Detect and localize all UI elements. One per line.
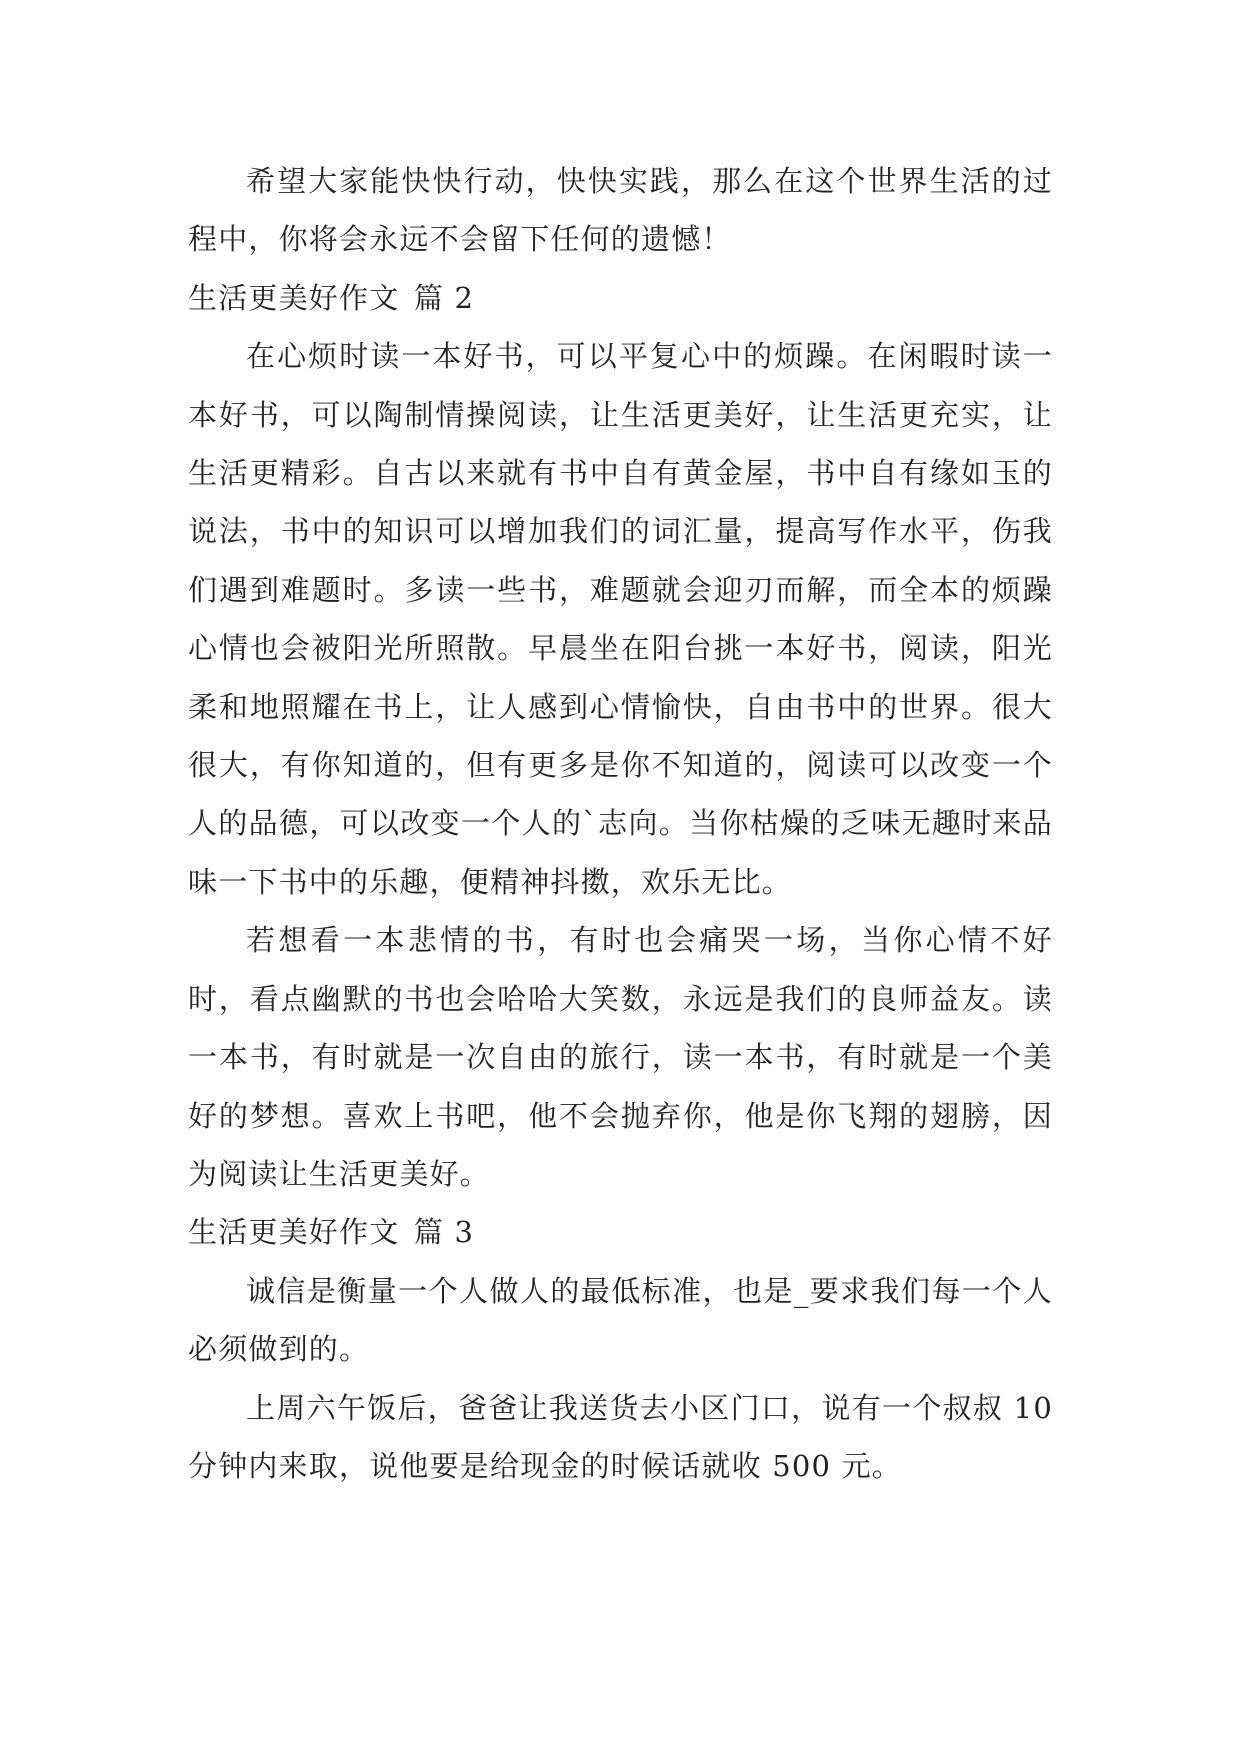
section-heading-3 <box>188 1203 1053 1261</box>
section-title: 生活更美好作文 <box>188 280 400 315</box>
section-number: 篇 3 <box>413 1215 475 1250</box>
paragraph-3: 若想看一本悲情的书，有时也会痛哭一场，当你心情不好时，看点幽默的书也会哈哈大笑数，永远是我们的良师益友。读一本书，有时就是一次自由的旅行，读一本书，有时就是一个美好的梦想。喜欢上书吧，他不会抛弃你，他是你飞翔的翅膀，因为阅读让生活更美好。 <box>188 923 1053 1191</box>
section-heading-2 <box>188 269 1053 327</box>
paragraph-1: 希望大家能快快行动，快快实践，那么在这个世界生活的过程中，你将会永远不会留下任何的遗憾！ <box>188 164 1053 257</box>
paragraph-2: 在心烦时读一本好书，可以平复心中的烦躁。在闲暇时读一本好书，可以陶制情操阅读，让生活更美好，让生活更充实，让生活更精彩。自古以来就有书中自有黄金屋，书中自有缘如玉的说法，书中的知识可以增加我们的词汇量，提高写作水平，伤我们遇到难题时。多读一些书，难题就会迎刃而解，而全本的烦躁心情也会被阳光所照散。早晨坐在阳台挑一本好书，阅读，阳光柔和地照耀在书上，让人感到心情愉快，自由书中的世界。很大很大，有你知道的，但有更多是你不知道的，阅读可以改变一个人的品德，可以改变一个人的`志向。当你枯燥的乏味无趣时来品味一下书中的乐趣，便精神抖擞，欢乐无比。 <box>188 339 1053 899</box>
paragraph-5: 上周六午饭后，爸爸让我送货去小区门口，说有一个叔叔 10 分钟内来取，说他要是给现金的时候话就收 500 元。 <box>188 1390 1053 1483</box>
section-title: 生活更美好作文 <box>188 1215 400 1250</box>
paragraph-4: 诚信是衡量一个人做人的最低标准，也是_要求我们每一个人必须做到的。 <box>188 1273 1053 1367</box>
section-number: 篇 2 <box>413 280 475 315</box>
document-page <box>188 152 1053 1495</box>
